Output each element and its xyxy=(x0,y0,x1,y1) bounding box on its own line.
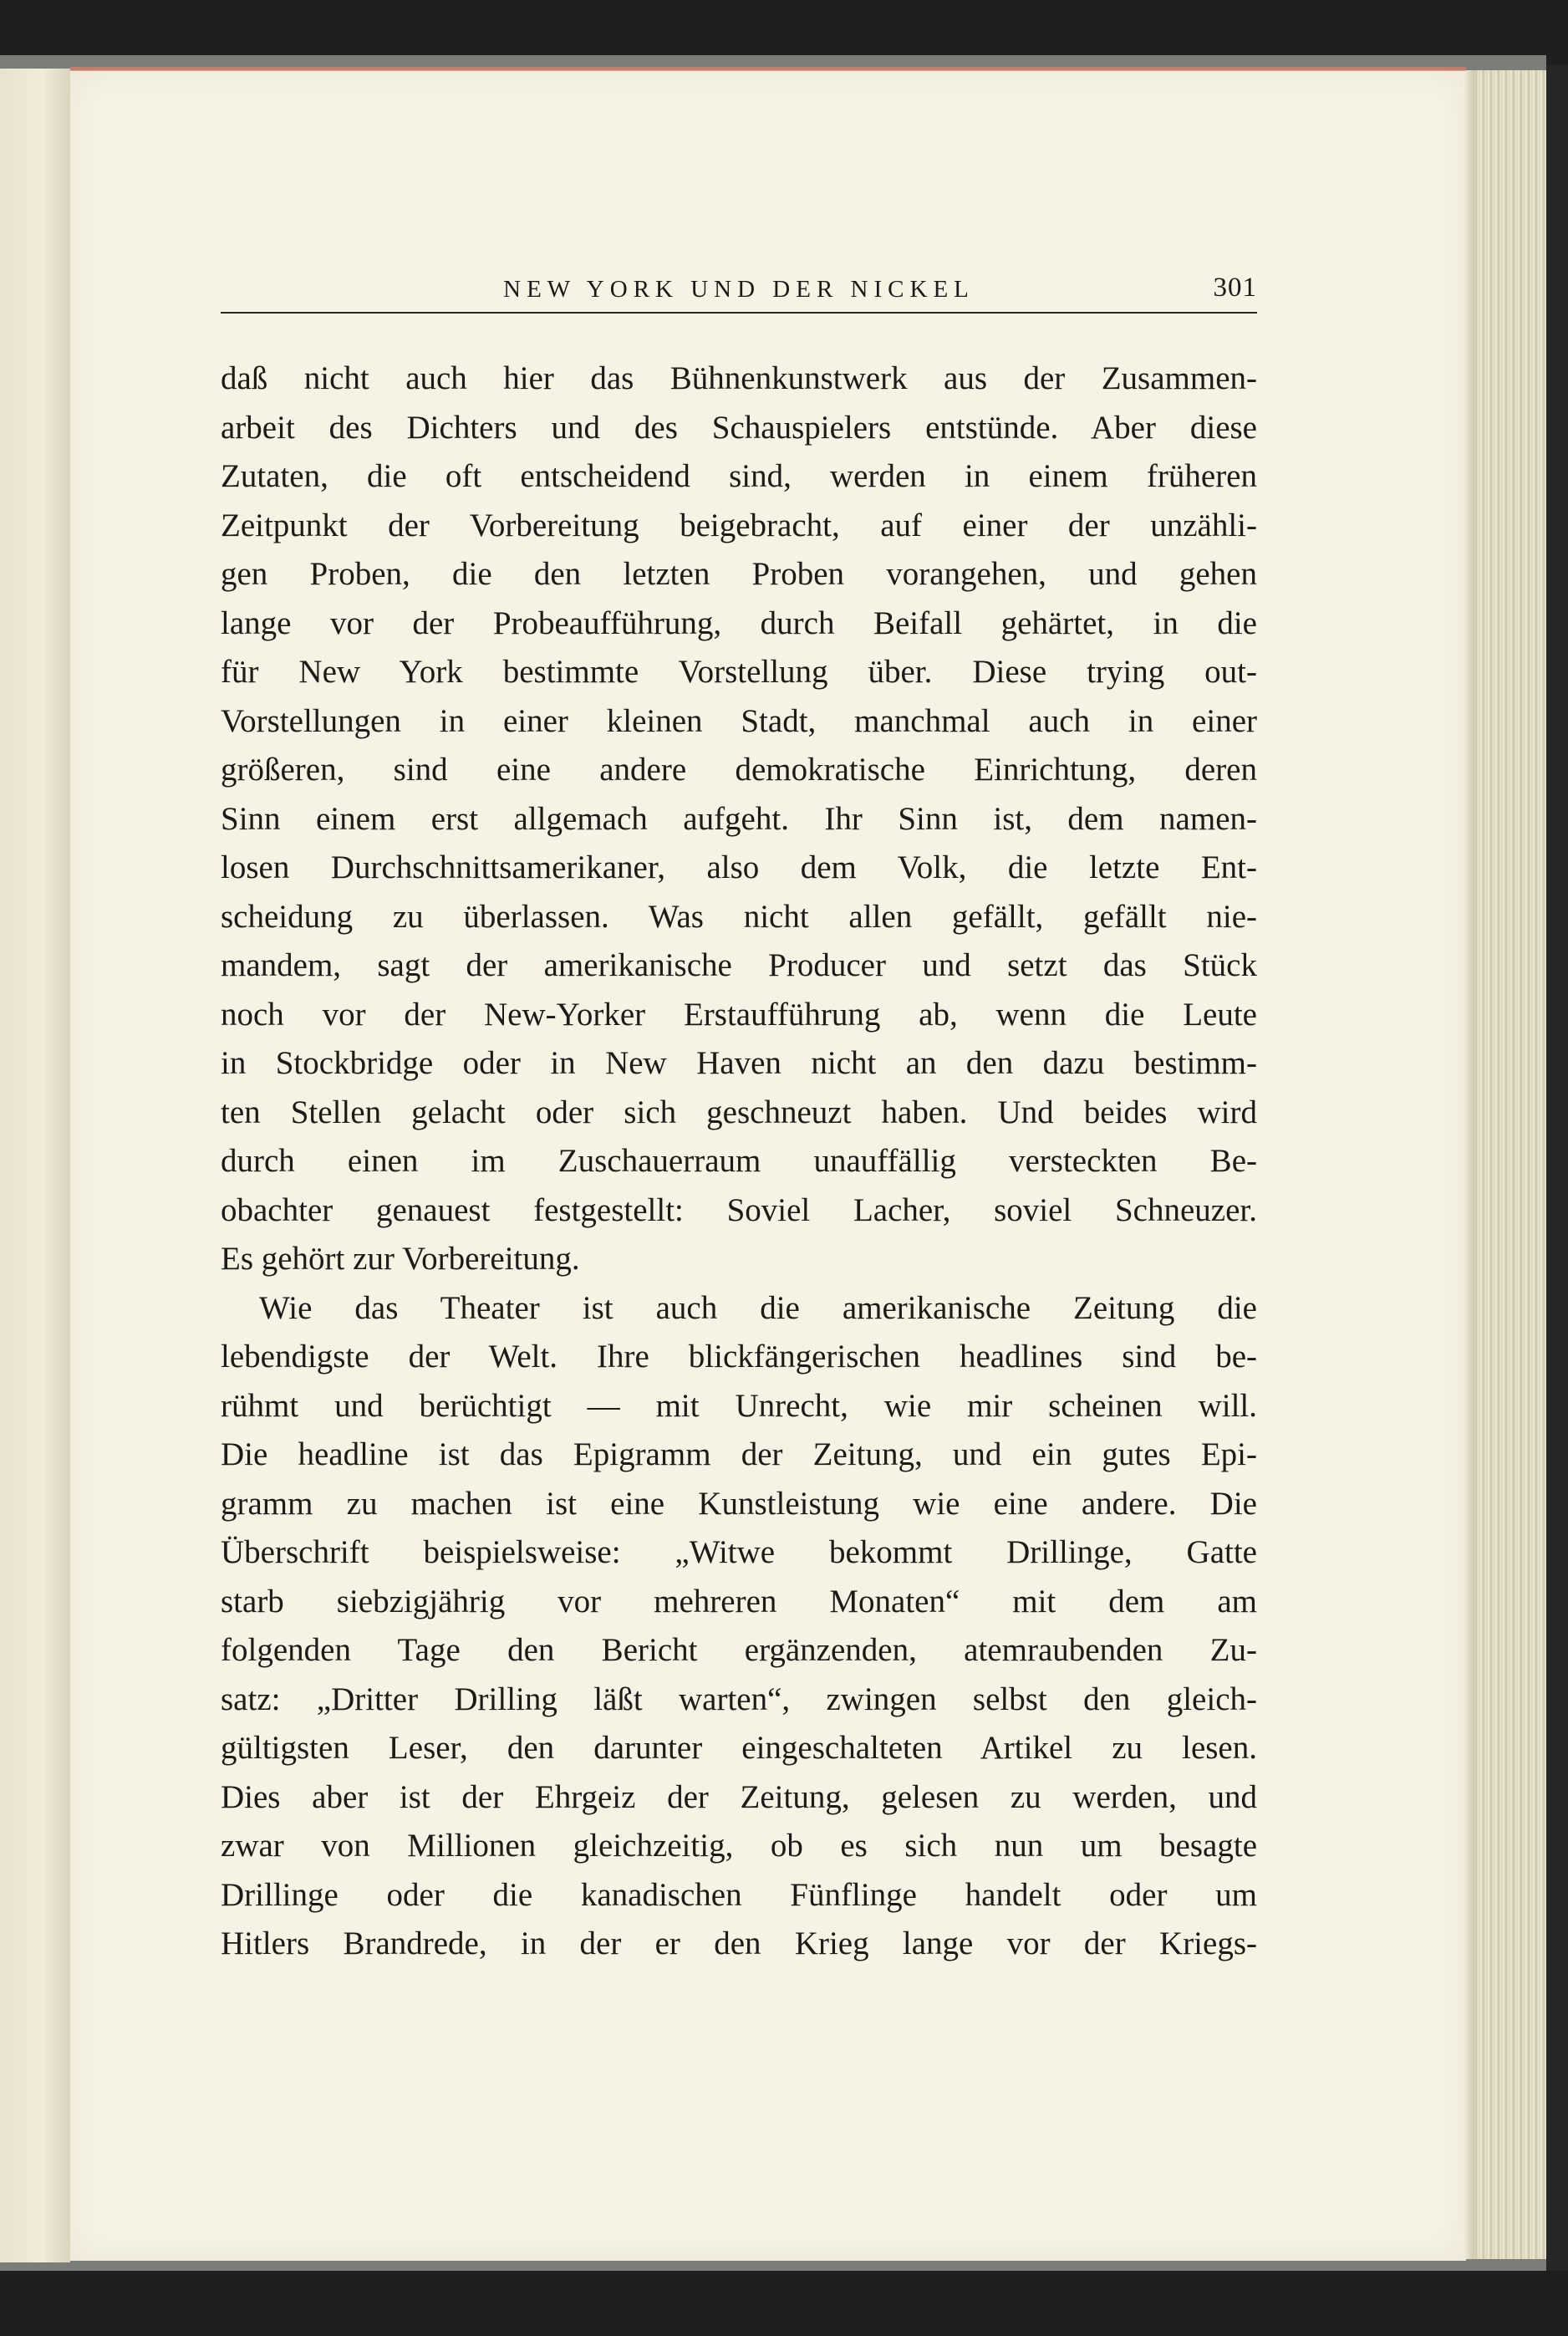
facing-page-edge xyxy=(0,69,70,2262)
page-block-edges xyxy=(1471,70,1546,2259)
text-line: zwar von Millionen gleichzeitig, ob es sich nun um besagte xyxy=(221,1828,1257,1864)
text-line: losen Durchschnittsamerikaner, also dem Volk, die letzte Ent- xyxy=(221,849,1257,885)
text-line: gültigsten Leser, den darunter eingeschalteten Artikel zu lesen. xyxy=(221,1730,1257,1766)
page-gutter-shadow xyxy=(1463,70,1474,2259)
text-line: scheidung zu überlassen. Was nicht allen gefällt, gefällt nie- xyxy=(221,898,1257,935)
text-line: daß nicht auch hier das Bühnenkunstwerk aus der Zusammen- xyxy=(221,360,1257,396)
text-line: rühmt und berüchtigt — mit Unrecht, wie mir scheinen will. xyxy=(221,1387,1257,1424)
text-line: Es gehört zur Vorbereitung. xyxy=(221,1241,580,1277)
text-line: Zutaten, die oft entscheidend sind, werden in einem früheren xyxy=(221,458,1257,494)
text-line: noch vor der New-Yorker Erstaufführung ab, wenn die Leute xyxy=(221,996,1257,1033)
text-line: obachter genauest festgestellt: Soviel Lacher, soviel Schneuzer. xyxy=(221,1191,1257,1228)
running-title: NEW YORK UND DER NICKEL xyxy=(503,276,975,303)
background-bottom xyxy=(0,2271,1568,2336)
text-line: satz: „Dritter Drilling läßt warten“, zwingen selbst den gleich- xyxy=(221,1681,1257,1717)
text-line: durch einen im Zuschauerraum unauffällig versteckten Be- xyxy=(221,1143,1257,1179)
text-line: starb siebzigjährig vor mehreren Monaten“ mit dem am xyxy=(221,1583,1257,1619)
paragraph-2 xyxy=(221,1284,1257,1969)
body-text xyxy=(221,354,1257,1969)
text-line: lange vor der Probeaufführung, durch Beifall gehärtet, in die xyxy=(221,604,1257,641)
text-line: gen Proben, die den letzten Proben vorangehen, und gehen xyxy=(221,556,1257,592)
page-number: 301 xyxy=(1213,273,1257,303)
page-top-edge xyxy=(70,67,1466,71)
text-line: gramm zu machen ist eine Kunstleistung wie eine andere. Die xyxy=(221,1485,1257,1522)
text-line: Die headline ist das Epigramm der Zeitung, und ein gutes Epi- xyxy=(221,1436,1257,1472)
text-line: in Stockbridge oder in New Haven nicht an den dazu bestimm- xyxy=(221,1045,1257,1081)
text-line: ten Stellen gelacht oder sich geschneuzt haben. Und beides wird xyxy=(221,1094,1257,1130)
text-line: mandem, sagt der amerikanische Producer und setzt das Stück xyxy=(221,947,1257,983)
text-line: Hitlers Brandrede, in der er den Krieg lange vor der Kriegs- xyxy=(221,1925,1257,1961)
text-line: Sinn einem erst allgemach aufgeht. Ihr Sinn ist, dem namen- xyxy=(221,800,1257,837)
text-line: lebendigste der Welt. Ihre blickfängerischen headlines sind be- xyxy=(221,1339,1257,1375)
text-line: Vorstellungen in einer kleinen Stadt, manchmal auch in einer xyxy=(221,702,1257,739)
text-line: Zeitpunkt der Vorbereitung beigebracht, auf einer der unzähli- xyxy=(221,507,1257,543)
text-line: arbeit des Dichters und des Schauspielers entstünde. Aber diese xyxy=(221,409,1257,446)
text-line: für New York bestimmte Vorstellung über. Diese trying out- xyxy=(221,654,1257,690)
text-line: folgenden Tage den Bericht ergänzenden, atemraubenden Zu- xyxy=(221,1632,1257,1668)
text-line: Wie das Theater ist auch die amerikanische Zeitung die xyxy=(259,1289,1257,1326)
text-line: größeren, sind eine andere demokratische Einrichtung, deren xyxy=(221,752,1257,788)
text-line: Dies aber ist der Ehrgeiz der Zeitung, gelesen zu werden, und xyxy=(221,1778,1257,1815)
paragraph-1 xyxy=(221,354,1257,1284)
header-rule xyxy=(221,312,1257,314)
running-head xyxy=(221,273,1257,313)
text-line: Drillinge oder die kanadischen Fünflinge handelt oder um xyxy=(221,1876,1257,1913)
text-line: Überschrift beispielsweise: „Witwe bekommt Drillinge, Gatte xyxy=(221,1534,1257,1570)
